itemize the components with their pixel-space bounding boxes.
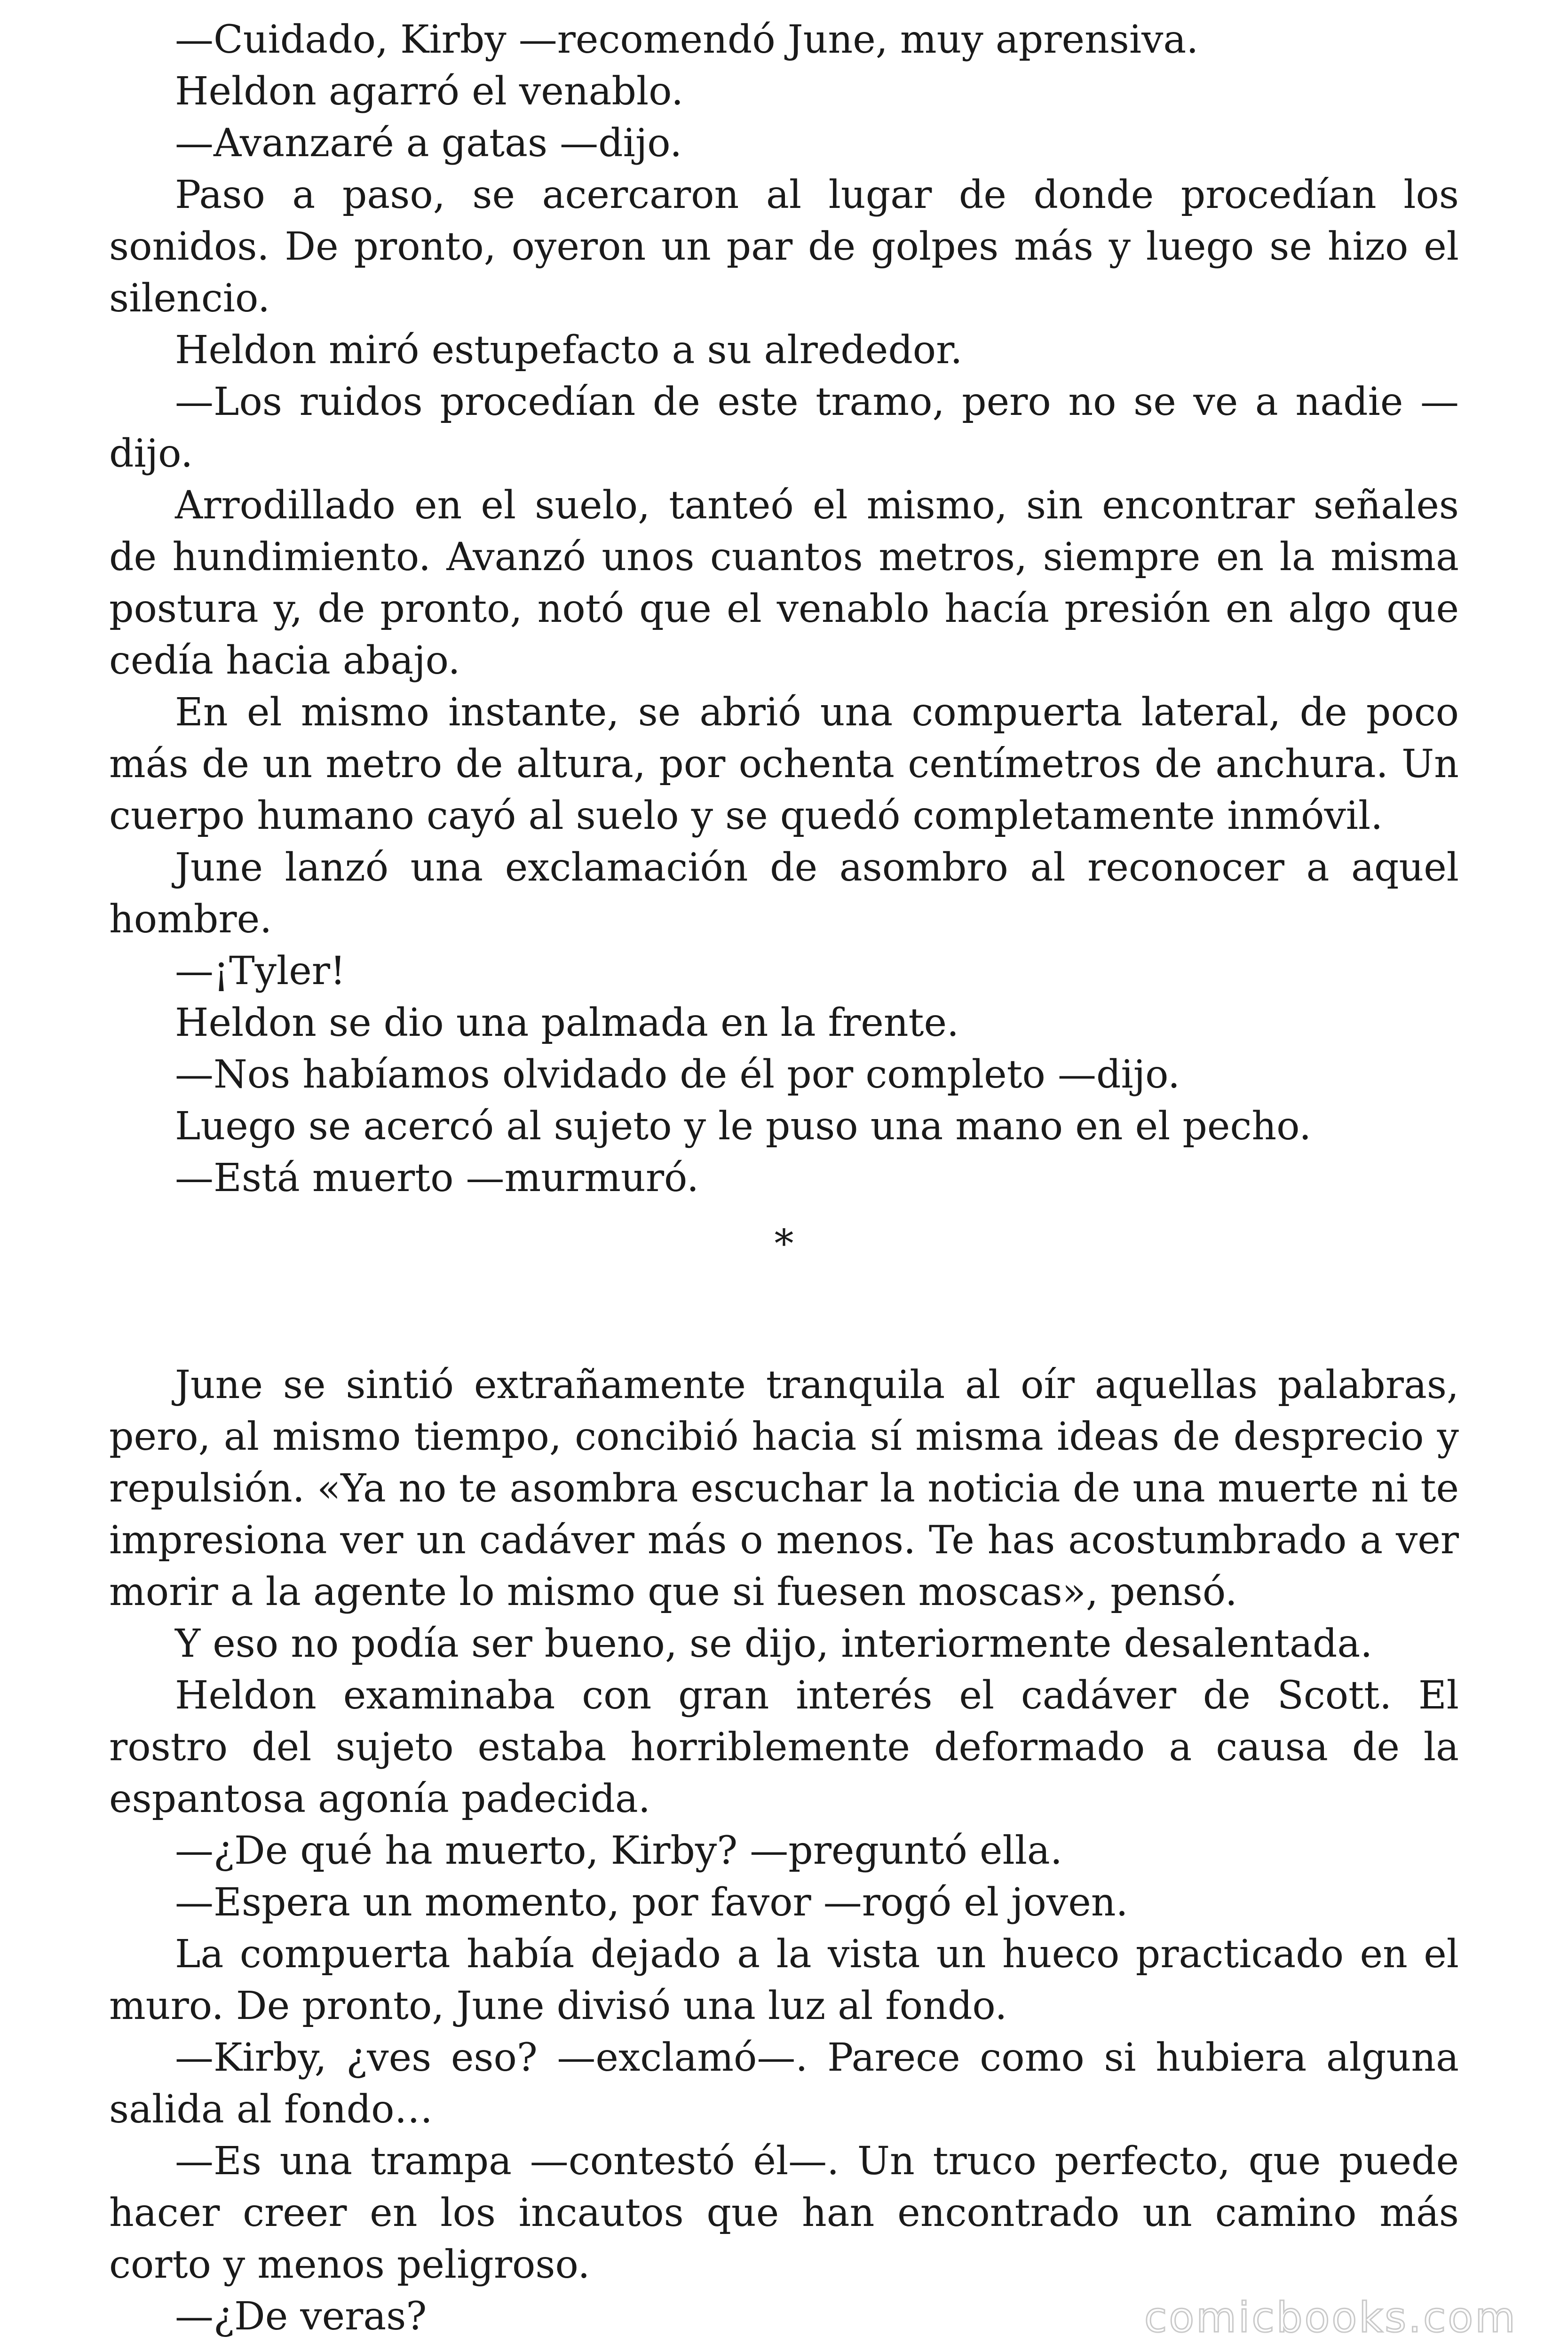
- paragraph: —Nos habíamos olvidado de él por completo —dijo.: [175, 1052, 1180, 1097]
- paragraph: June se sintió extrañamente tranquila al oír aquellas palabras, pero, al mismo tiempo, concibió hacia sí misma ideas de desprecio y repulsión. «Ya no te asombra escuchar la noticia de una muerte ni te impresiona ver un cadáver más o menos. Te has acostumbrado a ver morir a la agente lo mismo que si fuesen moscas», pensó.: [109, 1363, 1459, 1614]
- paragraph: Arrodillado en el suelo, tanteó el mismo, sin encontrar señales de hundimiento. Avanzó unos cuantos metros, siempre en la misma postura y, de pronto, notó que el venablo hacía presión en algo que cedía hacia abajo.: [109, 483, 1459, 683]
- paragraph: —Cuidado, Kirby —recomendó June, muy aprensiva.: [175, 17, 1199, 62]
- paragraph: Luego se acercó al sujeto y le puso una mano en el pecho.: [175, 1104, 1312, 1149]
- watermark: comicbooks.com: [1144, 2293, 1517, 2342]
- paragraph: —¿De veras?: [175, 2294, 427, 2339]
- paragraph: Paso a paso, se acercaron al lugar de donde procedían los sonidos. De pronto, oyeron un par de golpes más y luego se hizo el silencio.: [109, 173, 1459, 321]
- paragraph: —Los ruidos procedían de este tramo, pero no se ve a nadie —dijo.: [109, 380, 1459, 476]
- paragraph: La compuerta había dejado a la vista un hueco practicado en el muro. De pronto, June divisó una luz al fondo.: [109, 1932, 1459, 2028]
- paragraph: —¿De qué ha muerto, Kirby? —preguntó ella.: [175, 1828, 1062, 1873]
- paragraph: Heldon se dio una palmada en la frente.: [175, 1001, 959, 1045]
- paragraph: —Kirby, ¿ves eso? —exclamó—. Parece como si hubiera alguna salida al fondo…: [109, 2035, 1459, 2132]
- paragraph: —Está muerto —murmuró.: [175, 1156, 699, 1200]
- paragraph: Heldon agarró el venablo.: [175, 69, 684, 114]
- paragraph: Heldon miró estupefacto a su alrededor.: [175, 328, 963, 373]
- paragraph: En el mismo instante, se abrió una compuerta lateral, de poco más de un metro de altura, por ochenta centímetros de anchura. Un cuerpo humano cayó al suelo y se quedó completamente inmóvil.: [109, 690, 1459, 838]
- paragraph: —¡Tyler!: [175, 949, 346, 993]
- paragraph: Heldon examinaba con gran interés el cadáver de Scott. El rostro del sujeto estaba horriblemente deformado a causa de la espantosa agonía padecida.: [109, 1673, 1459, 1821]
- page-text: [109, 14, 1459, 2343]
- paragraph: —Es una trampa —contestó él—. Un truco perfecto, que puede hacer creer en los incautos que han encontrado un camino más corto y menos peligroso.: [109, 2139, 1459, 2287]
- paragraph: June lanzó una exclamación de asombro al reconocer a aquel hombre.: [109, 845, 1459, 942]
- paragraph: Y eso no podía ser bueno, se dijo, interiormente desalentada.: [175, 1621, 1373, 1666]
- paragraph: —Avanzaré a gatas —dijo.: [175, 121, 682, 166]
- scene-separator: *: [774, 1222, 794, 1266]
- paragraph: —Espera un momento, por favor —rogó el joven.: [175, 1880, 1128, 1925]
